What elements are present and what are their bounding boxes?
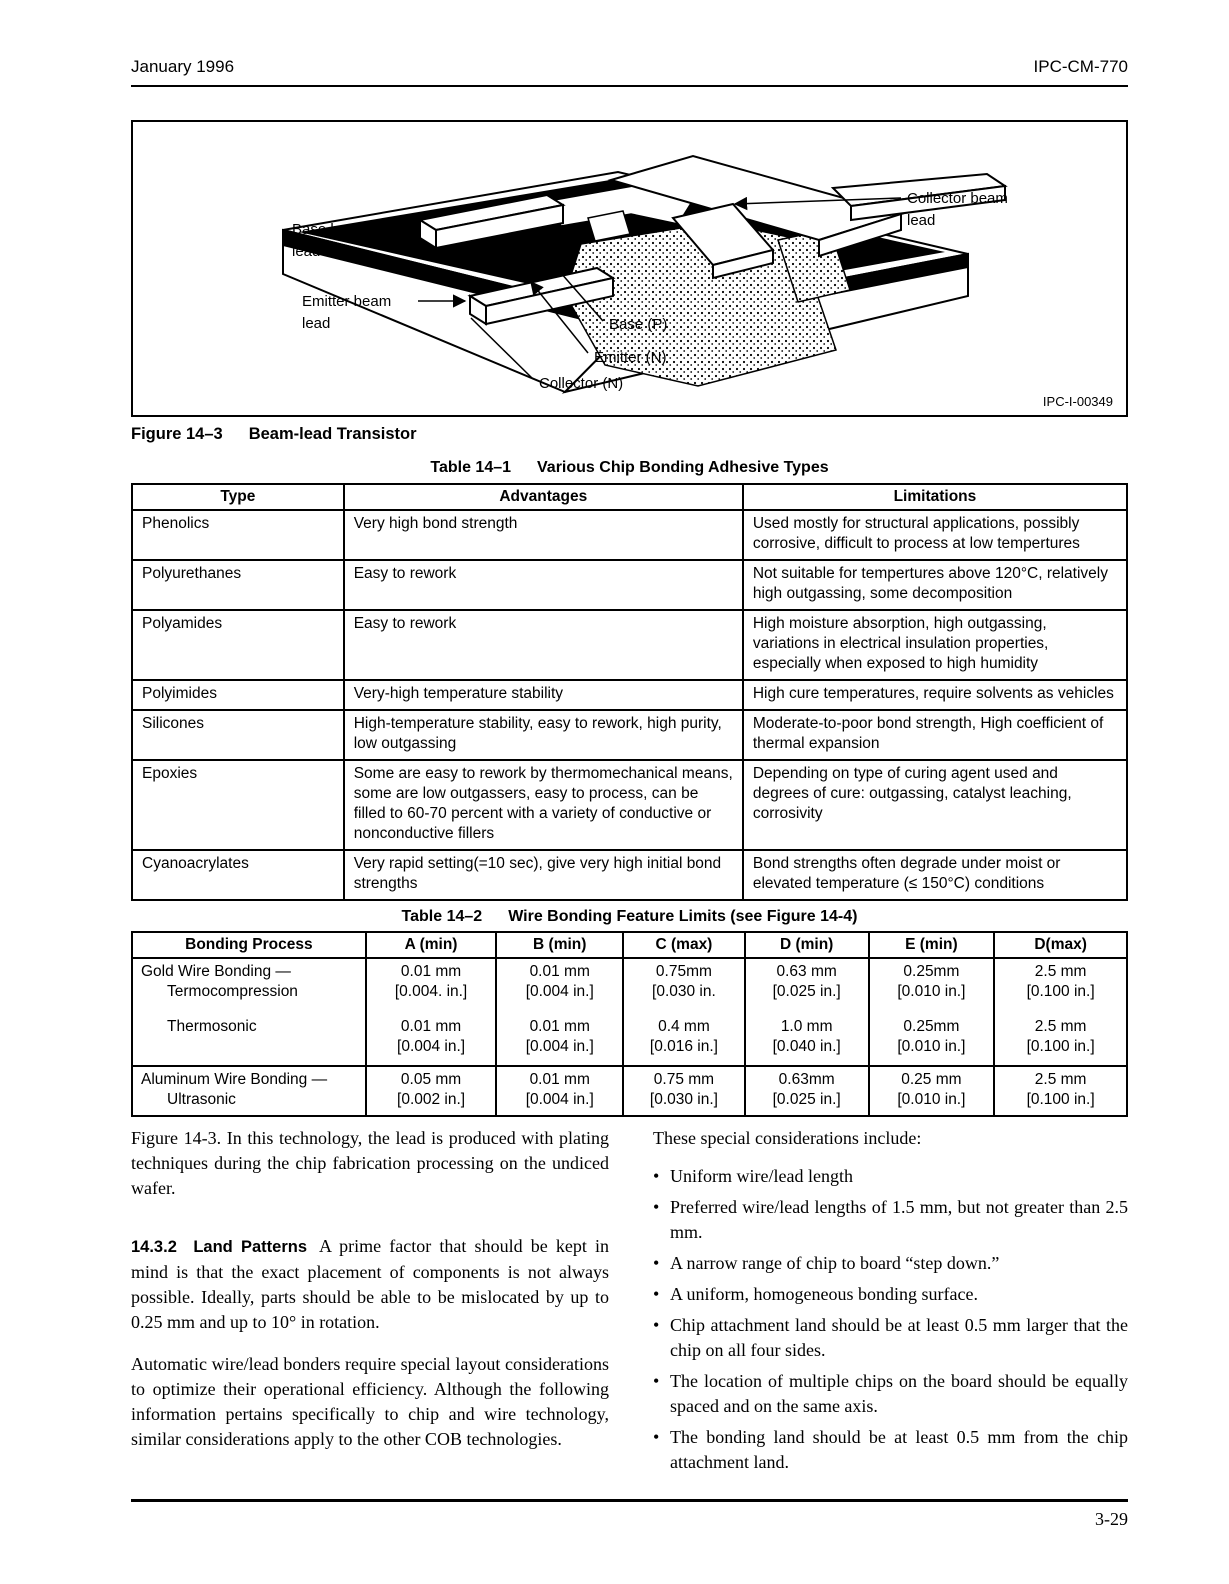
col-header-c-max: C (max): [623, 932, 745, 958]
paragraph-with-heading: [131, 1234, 609, 1335]
list-item: • The bonding land should be at least 0.5 mm from the chip attachment land.: [653, 1427, 1128, 1472]
cell-advantages: Some are easy to rework by thermomechanical means, some are low outgassers, easy to process, can be filled to 60-70 percent with a variety of conductive or nonconductive fillers: [344, 760, 743, 850]
label-emitter-beam-line2: lead: [302, 315, 331, 332]
label-base-beam-line1: Base beam: [292, 221, 368, 238]
bullet-icon: •: [653, 1166, 660, 1186]
cell-value: 0.25mm [0.010 in.]: [869, 958, 995, 1007]
header-date: January 1996: [131, 57, 235, 76]
table-header-row: [132, 932, 1127, 958]
col-header-d-max: D(max): [994, 932, 1127, 958]
table1-caption-title: Various Chip Bonding Adhesive Types: [537, 459, 829, 476]
figure-14-3-box: [131, 120, 1128, 417]
list-item: • Uniform wire/lead length: [653, 1164, 1128, 1189]
cell-limitations: Moderate-to-poor bond strength, High coefficient of thermal expansion: [743, 710, 1127, 760]
paragraph-text: A prime factor that should be kept in mind is that the exact placement of components is not always possible. Ideally, parts should be able to be mislocated by up to 0.25 mm and up to 10° in rotation.: [131, 1236, 609, 1332]
process-line: Aluminum Wire Bonding —: [141, 1071, 328, 1088]
figure-credit: IPC-I-00349: [1042, 394, 1113, 409]
table2-caption: [131, 908, 1128, 926]
cell-advantages: Easy to rework: [344, 560, 743, 610]
table-row: [132, 710, 1127, 760]
col-header-type: Type: [132, 484, 344, 510]
label-collector-n: Collector (N): [539, 375, 624, 392]
list-item: • Chip attachment land should be at least 0.5 mm larger that the chip on all four sides.: [653, 1315, 1128, 1360]
label-base-beam-line2: lead: [292, 243, 321, 260]
label-base-p: Base (P): [609, 316, 668, 333]
cell-process: [132, 958, 366, 1007]
cell-limitations: High cure temperatures, require solvents as vehicles: [743, 680, 1127, 710]
table-row: [132, 850, 1127, 900]
cell-value: 0.75 mm [0.030 in.]: [623, 1066, 745, 1116]
cell-advantages: Very high bond strength: [344, 510, 743, 560]
cell-type: Silicones: [132, 710, 344, 760]
cell-value: 0.01 mm [0.004 in.]: [366, 1007, 497, 1066]
table-row: [132, 1066, 1127, 1116]
bullet-icon: •: [653, 1253, 660, 1273]
label-collector-beam-line2: lead: [907, 212, 936, 229]
figure-caption-title: Beam-lead Transistor: [248, 425, 417, 443]
table-row: [132, 680, 1127, 710]
label-collector-beam-line1: Collector beam: [907, 190, 1008, 207]
list-item: • A narrow range of chip to board “step down.”: [653, 1251, 1128, 1276]
table-row: [132, 958, 1127, 1007]
cell-type: Phenolics: [132, 510, 344, 560]
cell-value: 0.01 mm [0.004 in.]: [496, 958, 623, 1007]
cell-limitations: High moisture absorption, high outgassing, variations in electrical insulation properties, especially when exposed to high humidity: [743, 610, 1127, 680]
cell-value: 2.5 mm [0.100 in.]: [994, 1066, 1127, 1116]
col-header-a-min: A (min): [366, 932, 497, 958]
list-intro: These special considerations include:: [653, 1128, 922, 1148]
cell-type: Cyanoacrylates: [132, 850, 344, 900]
cell-advantages: High-temperature stability, easy to rework, high purity, low outgassing: [344, 710, 743, 760]
page-number: 3-29: [1095, 1509, 1128, 1529]
cell-limitations: Depending on type of curing agent used and degrees of cure: outgassing, catalyst leaching, corrosivity: [743, 760, 1127, 850]
header-doc-id: IPC-CM-770: [1033, 57, 1128, 76]
table-row: [132, 760, 1127, 850]
paragraph: Figure 14-3. In this technology, the lead is produced with plating techniques during the chip fabrication processing on the undiced wafer.: [131, 1128, 609, 1198]
process-line: Ultrasonic: [167, 1091, 236, 1108]
body-right-column: [653, 1126, 1128, 1475]
cell-value: 2.5 mm [0.100 in.]: [994, 958, 1127, 1007]
cell-value: 0.01 mm [0.004. in.]: [366, 958, 497, 1007]
cell-value: 0.63mm [0.025 in.]: [745, 1066, 869, 1116]
label-emitter-beam-line1: Emitter beam: [302, 293, 392, 310]
table2-caption-number: Table 14–2: [401, 908, 483, 925]
list-item: • A uniform, homogeneous bonding surface.: [653, 1282, 1128, 1307]
cell-advantages: Very rapid setting(=10 sec), give very high initial bond strengths: [344, 850, 743, 900]
process-line: Gold Wire Bonding —: [141, 963, 291, 980]
table2-caption-title: Wire Bonding Feature Limits (see Figure 14-4): [508, 908, 858, 925]
col-header-d-min: D (min): [745, 932, 869, 958]
beam-lead-transistor-drawing: [133, 122, 1126, 415]
col-header-bonding-process: Bonding Process: [132, 932, 366, 958]
cell-value: 0.4 mm [0.016 in.]: [623, 1007, 745, 1066]
table-header-row: [132, 484, 1127, 510]
table-row: [132, 1007, 1127, 1066]
cell-advantages: Very-high temperature stability: [344, 680, 743, 710]
page-header: [131, 57, 1128, 77]
adhesive-types-table: [131, 483, 1128, 901]
cell-value: 0.25mm [0.010 in.]: [869, 1007, 995, 1066]
table-row: [132, 560, 1127, 610]
label-emitter-n: Emitter (N): [594, 349, 667, 366]
bullet-icon: •: [653, 1284, 660, 1304]
section-heading: 14.3.2 Land Patterns: [131, 1238, 308, 1256]
bullet-icon: •: [653, 1315, 660, 1335]
col-header-b-min: B (min): [496, 932, 623, 958]
col-header-e-min: E (min): [869, 932, 995, 958]
header-rule: [131, 85, 1128, 87]
process-line: Thermosonic: [167, 1018, 257, 1035]
process-line: Termocompression: [167, 983, 298, 1000]
cell-limitations: Not suitable for tempertures above 120°C, relatively high outgassing, some decomposition: [743, 560, 1127, 610]
col-header-limitations: Limitations: [743, 484, 1127, 510]
cell-value: 0.75mm [0.030 in.: [623, 958, 745, 1007]
wire-bonding-limits-table: [131, 931, 1128, 1117]
col-header-advantages: Advantages: [344, 484, 743, 510]
bullet-icon: •: [653, 1371, 660, 1391]
cell-value: 0.05 mm [0.002 in.]: [366, 1066, 497, 1116]
bullet-icon: •: [653, 1427, 660, 1447]
cell-process: [132, 1066, 366, 1116]
cell-value: 0.01 mm [0.004 in.]: [496, 1007, 623, 1066]
figure-caption: [131, 425, 417, 444]
cell-type: Polyurethanes: [132, 560, 344, 610]
cell-value: 1.0 mm [0.040 in.]: [745, 1007, 869, 1066]
paragraph: Automatic wire/lead bonders require special layout considerations to optimize their operational efficiency. Although the following information pertains specifically to chip and wire technology, similar considerations apply to the other COB technologies.: [131, 1354, 609, 1449]
list-item: • Preferred wire/lead lengths of 1.5 mm, but not greater than 2.5 mm.: [653, 1197, 1128, 1242]
cell-value: 0.25 mm [0.010 in.]: [869, 1066, 995, 1116]
footer-rule: [131, 1499, 1128, 1502]
cell-value: 0.01 mm [0.004 in.]: [496, 1066, 623, 1116]
table-row: [132, 510, 1127, 560]
cell-advantages: Easy to rework: [344, 610, 743, 680]
cell-type: Polyimides: [132, 680, 344, 710]
table1-caption-number: Table 14–1: [430, 459, 512, 476]
cell-limitations: Bond strengths often degrade under moist or elevated temperature (≤ 150°C) conditions: [743, 850, 1127, 900]
table1-caption: [131, 459, 1128, 477]
body-left-column: [131, 1126, 609, 1452]
figure-caption-number: Figure 14–3: [131, 425, 223, 443]
cell-type: Epoxies: [132, 760, 344, 850]
cell-process: [132, 1007, 366, 1066]
cell-value: 0.63 mm [0.025 in.]: [745, 958, 869, 1007]
cell-limitations: Used mostly for structural applications, possibly corrosive, difficult to process at low tempertures: [743, 510, 1127, 560]
list-item: • The location of multiple chips on the board should be equally spaced and on the same axis.: [653, 1371, 1128, 1416]
cell-type: Polyamides: [132, 610, 344, 680]
table-row: [132, 610, 1127, 680]
cell-value: 2.5 mm [0.100 in.]: [994, 1007, 1127, 1066]
bullet-icon: •: [653, 1197, 660, 1217]
